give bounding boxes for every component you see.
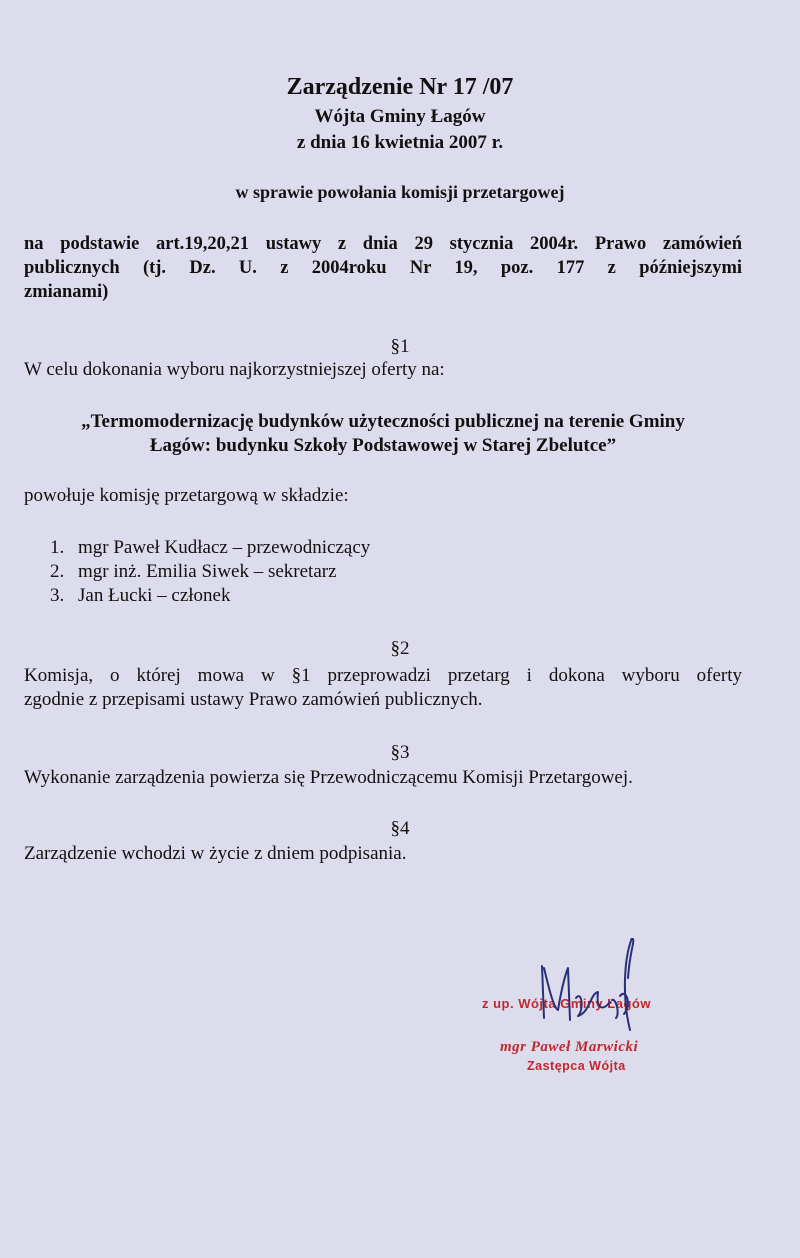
list-item xyxy=(50,560,370,584)
section2-line: zgodnie z przepisami ustawy Prawo zamówień publicznych. xyxy=(24,689,483,710)
list-number: 1. xyxy=(50,537,65,558)
legal-basis-line: na podstawie art.19,20,21 ustawy z dnia 29 stycznia 2004r. Prawo zamówień xyxy=(24,234,742,254)
handwritten-signature xyxy=(520,938,660,1038)
section1-heading: §1 xyxy=(390,336,410,357)
stamp-role: Zastępca Wójta xyxy=(527,1059,626,1073)
section2-text xyxy=(24,664,742,712)
section4-text: Zarządzenie wchodzi w życie z dniem podpisania. xyxy=(24,843,407,864)
member-text: mgr Paweł Kudłacz – przewodniczący xyxy=(78,537,371,558)
document-date: z dnia 16 kwietnia 2007 r. xyxy=(296,132,504,153)
member-text: Jan Łucki – członek xyxy=(78,585,231,606)
project-title-line: Łagów: budynku Szkoły Podstawowej w Starej Zbelutce” xyxy=(149,435,617,456)
signature-stroke xyxy=(542,938,633,1030)
list-number: 2. xyxy=(50,561,65,582)
legal-basis-line: publicznych (tj. Dz. U. z 2004roku Nr 19, poz. 177 z późniejszymi xyxy=(24,258,742,278)
document-title: Zarządzenie Nr 17 /07 xyxy=(286,74,514,100)
document-issuer: Wójta Gminy Łagów xyxy=(314,106,486,127)
list-number: 3. xyxy=(50,585,65,606)
member-text: mgr inż. Emilia Siwek – sekretarz xyxy=(78,561,337,582)
stamp-authorization: z up. Wójta Gminy Łagów xyxy=(482,996,651,1011)
stamp-name: mgr Paweł Marwicki xyxy=(500,1039,639,1055)
section1-intro: W celu dokonania wyboru najkorzystniejszej oferty na: xyxy=(24,359,445,380)
legal-basis xyxy=(24,232,742,304)
document-subject: w sprawie powołania komisji przetargowej xyxy=(235,182,565,202)
legal-basis-line: zmianami) xyxy=(24,282,109,302)
list-item xyxy=(50,536,370,560)
project-title xyxy=(24,410,742,458)
section4-heading: §4 xyxy=(390,818,410,839)
section3-text: Wykonanie zarządzenia powierza się Przewodniczącemu Komisji Przetargowej. xyxy=(24,767,633,788)
list-item xyxy=(50,584,370,608)
section3-heading: §3 xyxy=(390,742,410,763)
appoint-text: powołuje komisję przetargową w składzie: xyxy=(24,485,349,506)
section2-heading: §2 xyxy=(390,638,410,659)
project-title-line: „Termomodernizację budynków użyteczności publicznej na terenie Gminy xyxy=(81,411,685,432)
section2-line: Komisja, o której mowa w §1 przeprowadzi przetarg i dokona wyboru oferty xyxy=(24,665,742,686)
committee-members-list xyxy=(50,536,370,608)
